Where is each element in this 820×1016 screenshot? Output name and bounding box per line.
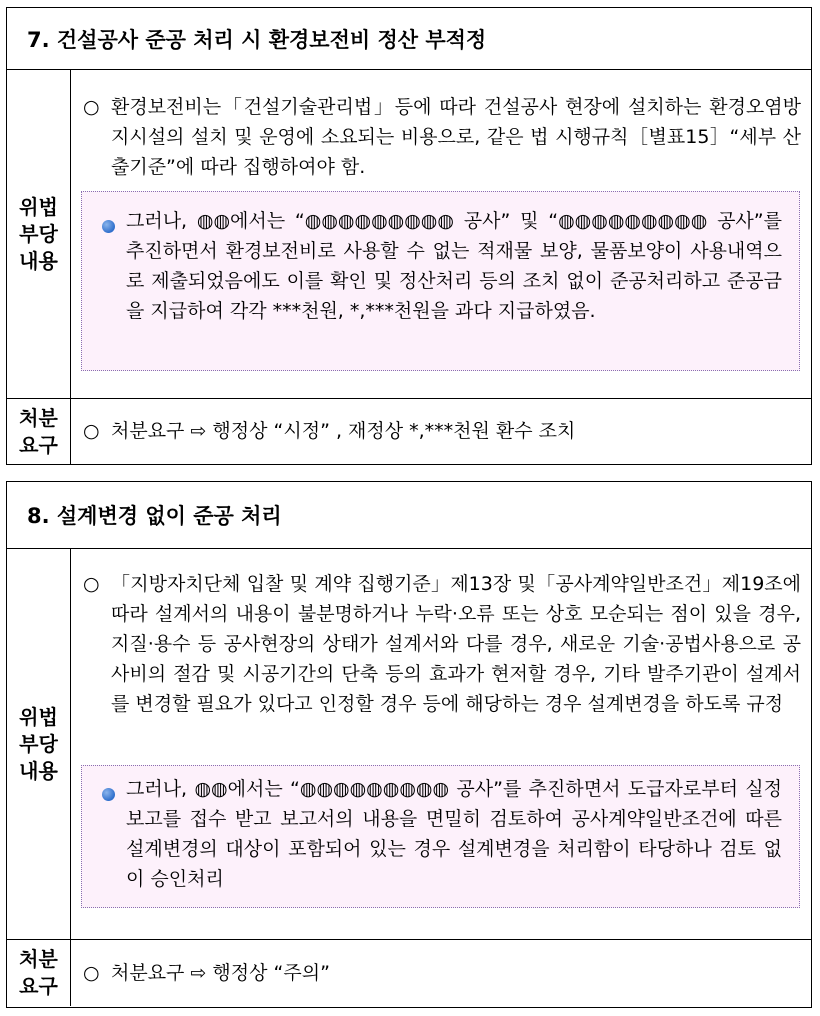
section-7-action-content <box>71 399 811 464</box>
circle-marker-icon: ○ <box>83 573 100 595</box>
section-7-action-row <box>7 398 811 464</box>
section-7-highlight-box <box>81 191 800 371</box>
action-label-text: 처분 요구 <box>19 405 58 457</box>
blue-ball-bullet-icon <box>102 220 115 233</box>
section-8-violation-content <box>71 549 811 939</box>
section-8-paragraph-text: 「지방자치단체 입찰 및 계약 집행기준」제13장 및「공사계약일반조건」제19조에 따라 설계서의 내용이 불분명하거나 누락·오류 또는 상호 모순되는 점이 있을 경우, 지질·용수 등 공사현장의 상태가 설계서와 다를 경우, 새로운 기술·공법사용으로 공사비의 절감 및 시공기간의 단축 등의 효과가 현저할 경우, 기타 발주기관이 설계서를 변경할 필요가 있다고 인정할 경우 등에 해당하는 경우 설계변경을 하도록 규정 <box>111 573 801 715</box>
section-7-title: 7. 건설공사 준공 처리 시 환경보전비 정산 부적정 <box>7 8 811 70</box>
section-7-action <box>83 416 801 446</box>
section-8-highlight-box <box>81 765 800 908</box>
section-7 <box>6 7 812 465</box>
section-8-action-text: 처분요구 ⇨ 행정상 “주의” <box>111 962 330 984</box>
section-8-paragraph <box>83 569 801 719</box>
section-7-violation-content <box>71 70 811 398</box>
section-7-paragraph <box>83 92 801 182</box>
circle-marker-icon: ○ <box>83 420 100 442</box>
section-8-title: 8. 설계변경 없이 준공 처리 <box>7 482 811 549</box>
section-8-action <box>83 958 801 988</box>
blue-ball-bullet-icon <box>102 788 115 801</box>
section-8-violation-row <box>7 549 811 939</box>
violation-label-text: 위법 부당 내용 <box>19 704 58 783</box>
section-8 <box>6 481 812 1008</box>
circle-marker-icon: ○ <box>83 96 100 118</box>
section-8-violation-label <box>7 549 71 939</box>
section-7-action-text: 처분요구 ⇨ 행정상 “시정” , 재정상 *,***천원 환수 조치 <box>111 420 576 442</box>
circle-marker-icon: ○ <box>83 962 100 984</box>
section-7-violation-label <box>7 70 71 398</box>
action-label-text: 처분 요구 <box>19 947 58 998</box>
section-8-action-row <box>7 939 811 1006</box>
section-7-paragraph-text: 환경보전비는「건설기술관리법」등에 따라 건설공사 현장에 설치하는 환경오염방지시설의 설치 및 운영에 소요되는 비용으로, 같은 법 시행규칙［별표15］“세부 산출기준”에 따라 집행하여야 함. <box>111 96 801 178</box>
section-7-violation-row <box>7 70 811 398</box>
section-8-action-content <box>71 940 811 1006</box>
section-7-action-label <box>7 399 71 464</box>
section-8-action-label <box>7 940 71 1006</box>
section-7-highlight-text: 그러나, ◍◍에서는 “◍◍◍◍◍◍◍◍◍ 공사” 및 “◍◍◍◍◍◍◍◍◍ 공사”를 추진하면서 환경보전비로 사용할 수 없는 적재물 보양, 물품보양이 사용내역으로 제출되었음에도 이를 확인 및 정산처리 등의 조치 없이 준공처리하고 준공금을 지급하여 각각 ***천원, *,***천원을 과다 지급하였음. <box>126 210 782 322</box>
violation-label-text: 위법 부당 내용 <box>19 194 58 273</box>
section-8-highlight-text: 그러나, ◍◍에서는 “◍◍◍◍◍◍◍◍◍ 공사”를 추진하면서 도급자로부터 실정보고를 접수 받고 보고서의 내용을 면밀히 검토하여 공사계약일반조건에 따른 설계변경의 대상이 포함되어 있는 경우 설계변경을 처리함이 타당하나 검토 없이 승인처리 <box>126 778 782 890</box>
